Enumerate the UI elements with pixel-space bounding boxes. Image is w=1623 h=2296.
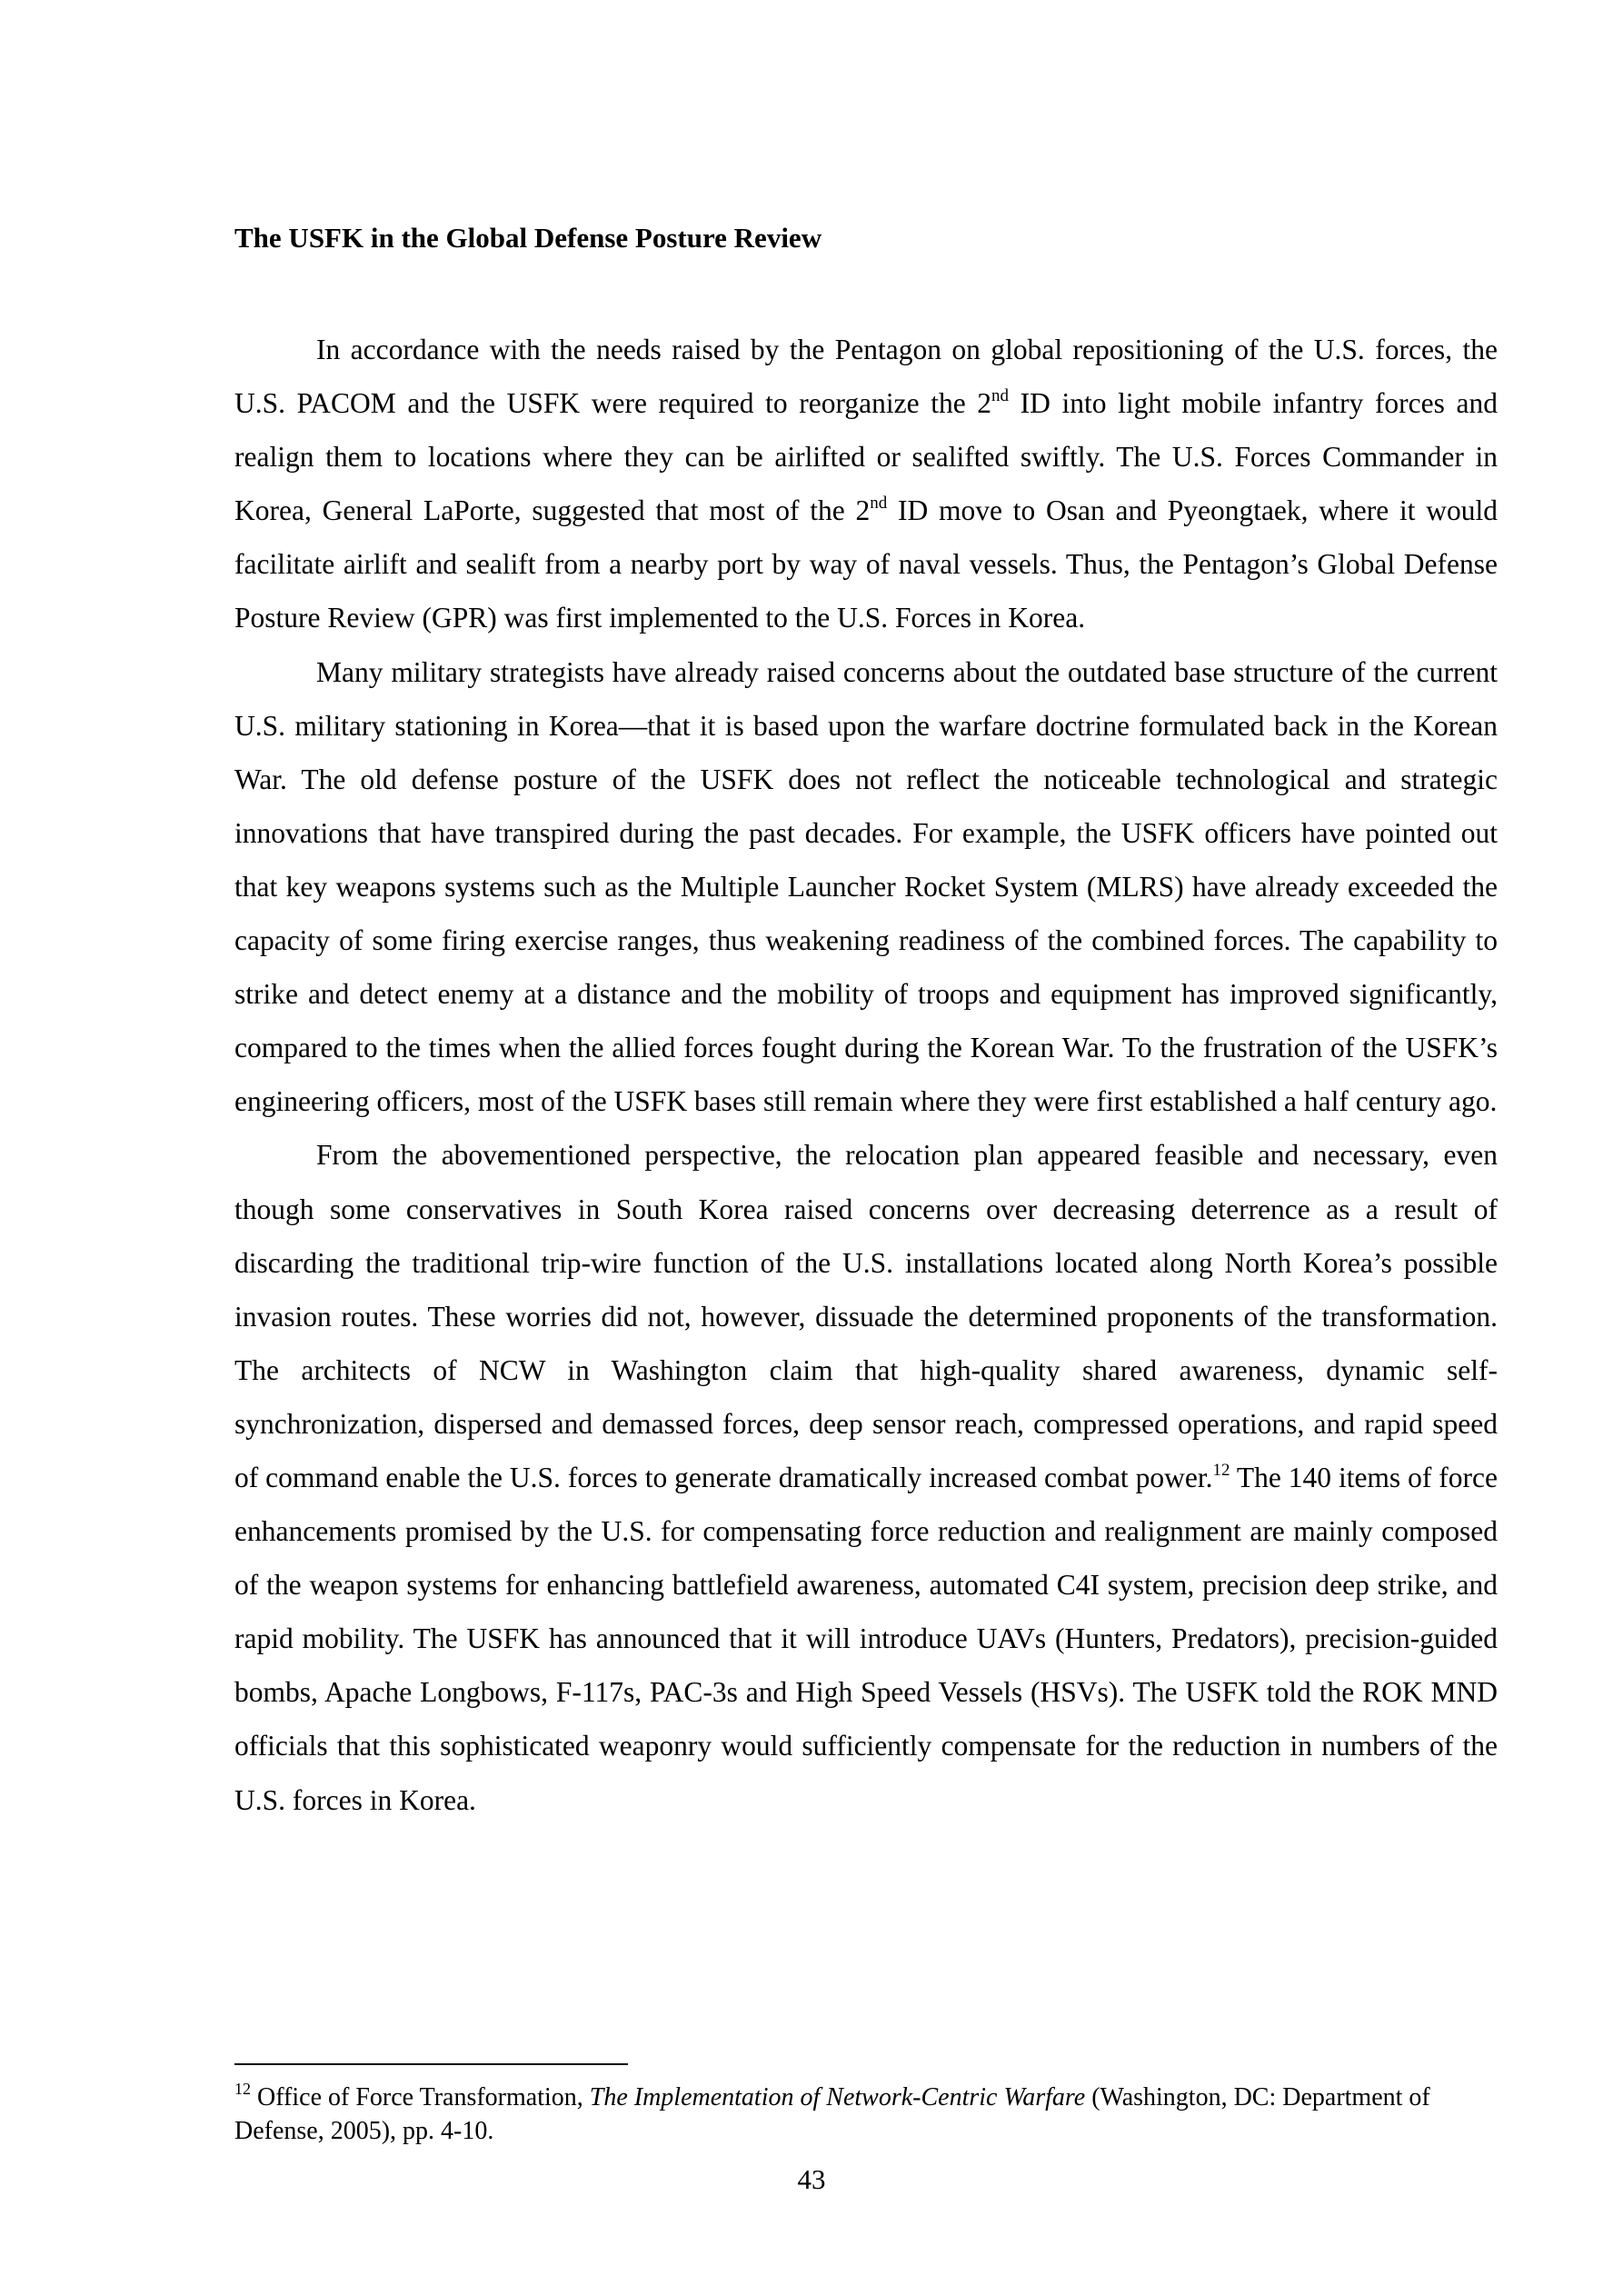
- paragraph-1-text-b: ID into light mobile infantry forces and realign them to locations where they can be airlifted or sealifted swiftly. The U.S. Forces Commander in Korea, General LaPorte, suggested that most of the 2: [234, 387, 1498, 527]
- footnote-text-after: (Washington, DC: Department of Defense, 2005), pp. 4-10.: [234, 2083, 1430, 2145]
- footnote-number: 12: [234, 2080, 251, 2098]
- footnote-divider: [234, 2063, 628, 2065]
- paragraph-2: Many military strategists have already raised concerns about the outdated base structure of the current U.S. military stationing in Korea—that it is based upon the warfare doctrine formulated back in the Korean War. The old defense posture of the USFK does not reflect the noticeable technological and strategic innovations that have transpired during the past decades. For example, the USFK officers have pointed out that key weapons systems such as the Multiple Launcher Rocket System (MLRS) have already exceeded the capacity of some firing exercise ranges, thus weakening readiness of the combined forces. The capability to strike and detect enemy at a distance and the mobility of troops and equipment has improved significantly, compared to the times when the allied forces fought during the Korean War. To the frustration of the USFK’s engineering officers, most of the USFK bases still remain where they were first established a half century ago.: [234, 655, 1498, 1118]
- footnote-cited-title: The Implementation of Network-Centric Warfare: [589, 2083, 1086, 2111]
- paragraph-3: [234, 1128, 1498, 1826]
- footnote-reference[interactable]: 12: [1212, 1460, 1230, 1480]
- footnote: [234, 2081, 1498, 2148]
- ordinal-suffix: nd: [991, 386, 1010, 406]
- paragraph-1-text-a: In accordance with the needs raised by the Pentagon on global repositioning of the U.S. forces, the U.S. PACOM and the USFK were required to reorganize the 2: [234, 334, 1498, 420]
- paragraph-3-text-b: The 140 items of force enhancements promised by the U.S. for compensating force reduction and realignment are mainly composed of the weapon systems for enhancing battlefield awareness, automated C4I system, precision deep strike, and rapid mobility. The USFK has announced that it will introduce UAVs (Hunters, Predators), precision-guided bombs, Apache Longbows, F-117s, PAC-3s and High Speed Vessels (HSVs). The USFK told the ROK MND officials that this sophisticated weaponry would sufficiently compensate for the reduction in numbers of the U.S. forces in Korea.: [234, 1461, 1498, 1816]
- page-number: 43: [797, 2163, 826, 2195]
- paragraph-1: [234, 323, 1498, 645]
- paragraph-3-text-a: From the abovementioned perspective, the relocation plan appeared feasible and necessary, even though some conservatives in South Korea raised concerns over decreasing deterrence as a result of discarding the traditional trip-wire function of the U.S. installations located along North Korea’s possible invasion routes. These worries did not, however, dissuade the determined proponents of the transformation. The architects of NCW in Washington claim that high-quality shared awareness, dynamic self-synchronization, dispersed and demassed forces, deep sensor reach, compressed operations, and rapid speed of command enable the U.S. forces to generate dramatically increased combat power.: [234, 1139, 1498, 1493]
- ordinal-suffix: nd: [870, 494, 888, 514]
- body-text: [234, 323, 1498, 1827]
- footnote-text-before: Office of Force Transformation,: [251, 2083, 590, 2111]
- section-heading: The USFK in the Global Defense Posture Review: [234, 222, 822, 254]
- paragraph-1-text-c: ID move to Osan and Pyeongtaek, where it would facilitate airlift and sealift from a nearby port by way of naval vessels. Thus, the Pentagon’s Global Defense Posture Review (GPR) was first implemented to the U.S. Forces in Korea.: [234, 494, 1498, 634]
